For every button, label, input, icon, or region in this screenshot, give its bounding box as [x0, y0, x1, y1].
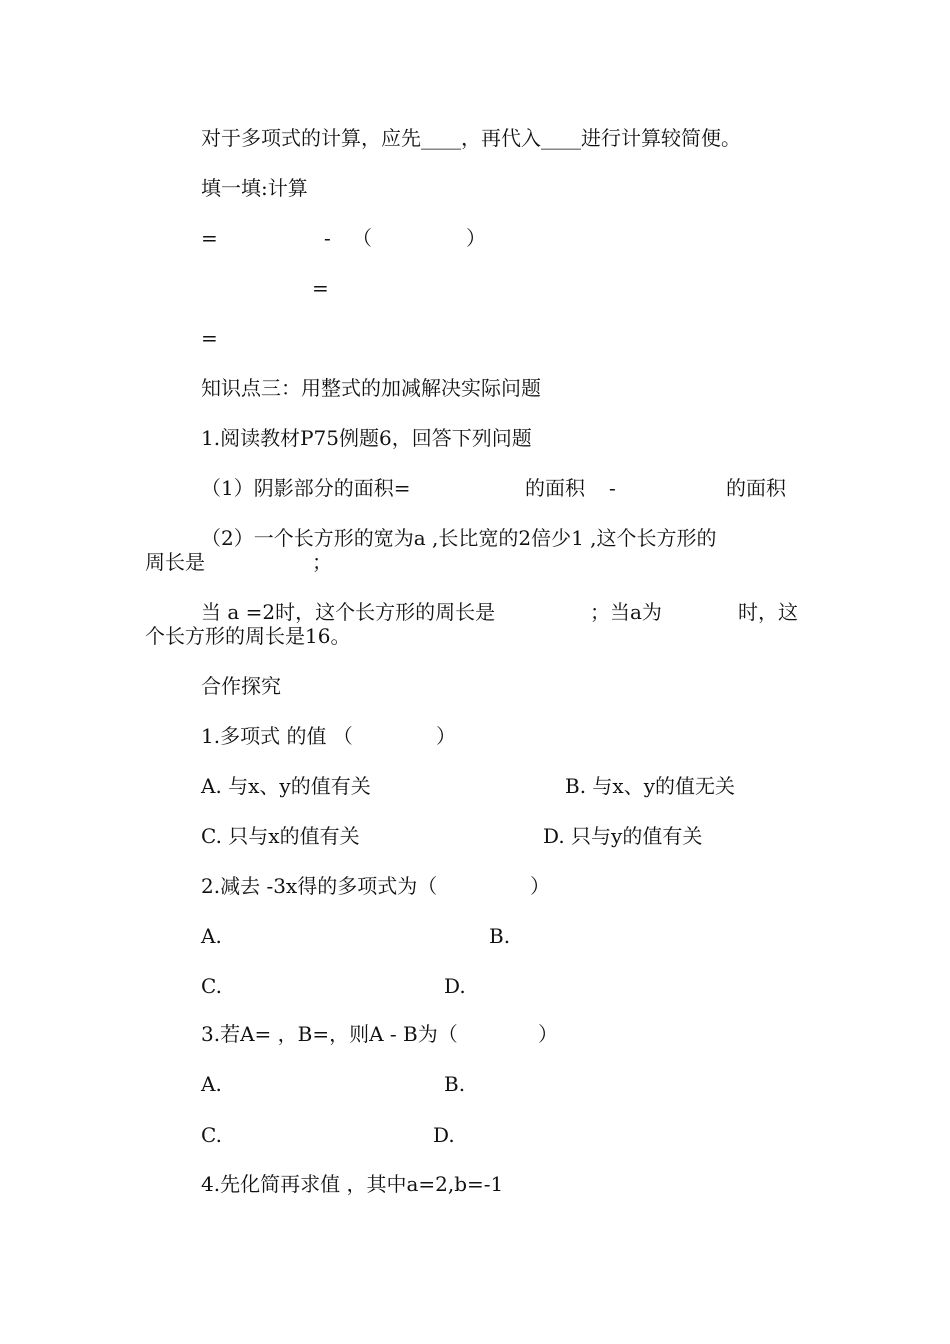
- problem-3-option-b: B.: [444, 1072, 466, 1096]
- question-1-part-2-semicolon: ；: [312, 550, 332, 574]
- problem-2-option-c: C.: [201, 974, 222, 998]
- problem-4: 4.先化简再求值 ，其中a=2,b=-1: [201, 1172, 504, 1196]
- problem-1-option-a: A. 与x、y的值有关: [201, 774, 371, 798]
- problem-3-option-a: A.: [201, 1072, 222, 1096]
- problem-2-option-d: D.: [444, 974, 466, 998]
- equation-line-1-minus: -: [324, 226, 331, 250]
- equation-line-1-eq: =: [201, 226, 218, 250]
- problem-3: 3.若A= ，B=，则A - B为（: [201, 1022, 458, 1046]
- equation-line-3-eq: =: [201, 326, 218, 350]
- question-1-part-3: 当 a =2时，这个长方形的周长是: [201, 600, 496, 624]
- equation-line-1-open-paren: （: [352, 226, 372, 250]
- equation-line-1-close-paren: ）: [466, 226, 486, 250]
- fill-in-heading: 填一填:计算: [201, 176, 308, 200]
- question-1-part-2: （2）一个长方形的宽为a ,长比宽的2倍少1 ,这个长方形的: [201, 526, 717, 550]
- problem-2-close: ）: [530, 874, 550, 898]
- question-1-part-1-area-a: 的面积: [525, 476, 585, 500]
- question-1-part-3-when-a: ；当a为: [590, 600, 662, 624]
- equation-line-2-eq: =: [312, 276, 329, 300]
- problem-1-option-b: B. 与x、y的值无关: [565, 774, 735, 798]
- knowledge-point-3-heading: 知识点三：用整式的加减解决实际问题: [201, 376, 541, 400]
- question-1-part-1: （1）阴影部分的面积=: [201, 476, 411, 500]
- question-1-part-1-minus: -: [609, 476, 616, 500]
- problem-2: 2.减去 -3x得的多项式为（: [201, 874, 438, 898]
- question-1: 1.阅读教材P75例题6，回答下列问题: [201, 426, 532, 450]
- problem-1-option-d: D. 只与y的值有关: [543, 824, 703, 848]
- cooperative-inquiry-heading: 合作探究: [201, 674, 281, 698]
- problem-2-option-b: B.: [489, 924, 511, 948]
- problem-1-option-c: C. 只与x的值有关: [201, 824, 360, 848]
- question-1-part-3-when: 时，这: [738, 600, 798, 624]
- problem-2-option-a: A.: [201, 924, 222, 948]
- question-1-part-3-cont: 个长方形的周长是16。: [145, 624, 351, 648]
- problem-1-close: ）: [436, 724, 456, 748]
- problem-1: 1.多项式 的值 （: [201, 724, 353, 748]
- problem-3-option-d: D.: [433, 1123, 455, 1147]
- problem-3-close: ）: [538, 1022, 558, 1046]
- intro-line: 对于多项式的计算，应先____，再代入____进行计算较简便。: [201, 126, 741, 150]
- question-1-part-2-perimeter: 周长是: [145, 550, 205, 574]
- question-1-part-1-area-b: 的面积: [726, 476, 786, 500]
- problem-3-option-c: C.: [201, 1123, 222, 1147]
